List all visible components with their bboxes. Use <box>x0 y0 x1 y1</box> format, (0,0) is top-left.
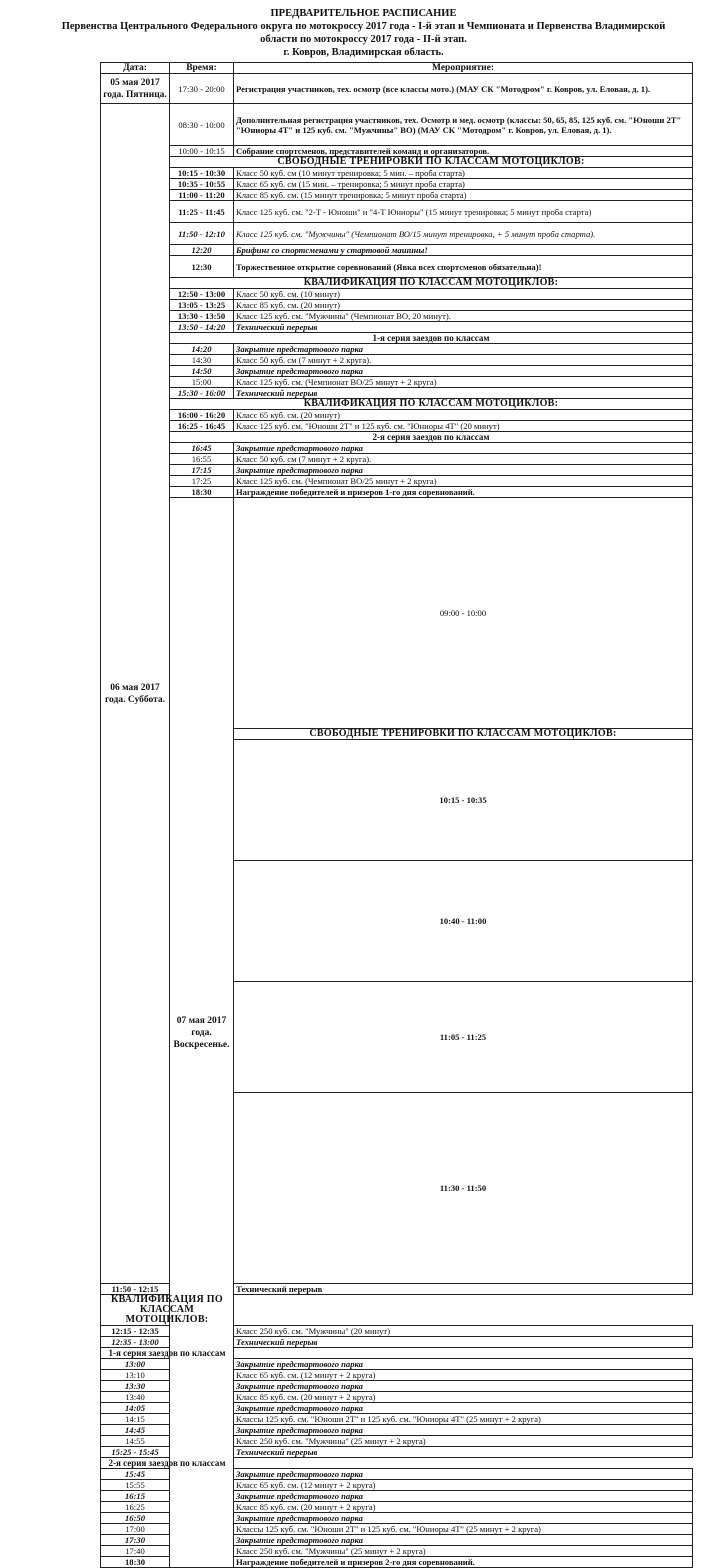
event-cell: Закрытие предстартового парка <box>234 443 693 454</box>
table-row <box>101 366 693 377</box>
event-cell: Класс 65 куб. см. (12 минут + 2 круга) <box>234 1370 693 1381</box>
time-cell: 11:50 - 12:10 <box>170 223 234 245</box>
event-cell: Закрытие предстартового парка <box>234 1513 693 1524</box>
time-cell: 17:00 <box>101 1524 170 1535</box>
time-cell: 09:00 - 10:00 <box>234 498 693 729</box>
event-cell: Класс 125 куб. см. (Чемпионат ВО/25 минут + 2 круга) <box>234 377 693 388</box>
time-cell: 16:45 <box>170 443 234 454</box>
document-location: г. Ковров, Владимирская область. <box>283 47 444 58</box>
section-title: СВОБОДНЫЕ ТРЕНИРОВКИ ПО КЛАССАМ МОТОЦИКЛОВ: <box>170 157 693 168</box>
time-cell: 17:25 <box>170 476 234 487</box>
date-cell: 07 мая 2017 года. Воскресенье. <box>170 498 234 1568</box>
event-cell: Класс 50 куб. см (7 минут + 2 круга). <box>234 454 693 465</box>
event-cell: Класс 50 куб. см (7 минут + 2 круга). <box>234 355 693 366</box>
time-cell: 15:55 <box>101 1480 170 1491</box>
table-row <box>101 454 693 465</box>
time-cell: 14:15 <box>101 1414 170 1425</box>
event-cell: Закрытие предстартового парка <box>234 465 693 476</box>
table-row <box>101 498 693 729</box>
time-cell: 12:20 <box>170 245 234 256</box>
time-cell: 12:50 - 13:00 <box>170 289 234 300</box>
table-row <box>101 223 693 245</box>
table-row <box>101 377 693 388</box>
time-cell: 17:15 <box>170 465 234 476</box>
event-cell: Технический перерыв <box>234 1447 693 1458</box>
heat-series-title: 2-я серия заездов по классам <box>101 1458 234 1469</box>
event-cell: Дополнительная регистрация участников, тех. Осмотр и мед. осмотр (классы: 50, 65, 85, 125 куб. см. "Юноши 2Т" "Юниоры 4Т" и 125 куб. см. "Мужчины" ВО) (МАУ СК "Мотодром" г. Ковров, ул. Еловая, д. 1). <box>234 104 693 146</box>
event-cell: Класс 85 куб. см. (20 минут + 2 круга) <box>234 1502 693 1513</box>
event-cell: Класс 85 куб. см. (20 минут) <box>234 300 693 311</box>
table-row <box>101 322 693 333</box>
table-row <box>101 487 693 498</box>
event-cell: Технический перерыв <box>234 388 693 399</box>
time-cell: 16:50 <box>101 1513 170 1524</box>
section-header-row <box>101 1295 693 1326</box>
time-cell: 08:30 - 10:00 <box>170 104 234 146</box>
event-cell: Класс 125 куб. см. "Мужчины" (Чемпионат ВО/15 минут тренировка, + 5 минут проба старта). <box>234 223 693 245</box>
time-cell: 18:30 <box>170 487 234 498</box>
time-cell: 10:35 - 10:55 <box>170 179 234 190</box>
table-row <box>101 190 693 201</box>
date-cell: 05 мая 2017 года. Пятница. <box>101 74 170 104</box>
table-row <box>101 344 693 355</box>
date-cell: 06 мая 2017 года. Суббота. <box>101 104 170 1284</box>
heat-series-title: 2-я серия заездов по классам <box>170 432 693 443</box>
time-cell: 13:30 <box>101 1381 170 1392</box>
table-row <box>101 443 693 454</box>
event-cell: Технический перерыв <box>234 1337 693 1348</box>
event-cell: Класс 50 куб. см. (10 минут) <box>234 289 693 300</box>
heat-series-row <box>101 432 693 443</box>
heat-series-row <box>101 1348 693 1359</box>
time-cell: 17:30 - 20:00 <box>170 74 234 104</box>
table-row <box>101 355 693 366</box>
event-cell: Класс 85 куб. см. (15 минут тренировка; 5 минут проба старта) <box>234 190 693 201</box>
event-cell: Закрытие предстартового парка <box>234 1359 693 1370</box>
event-cell: Закрытие предстартового парка <box>234 1469 693 1480</box>
table-row <box>101 201 693 223</box>
section-header-row <box>101 399 693 410</box>
event-cell: Класс 125 куб. см. "Мужчины" (Чемпионат ВО, 20 минут). <box>234 311 693 322</box>
event-cell: Закрытие предстартового парка <box>234 366 693 377</box>
document-subtitle: Первенства Центрального Федерального округа по мотокроссу 2017 года - I-й этап и Чемпионата и Первенства Владимирской области по мотокроссу 2017 года - II-й этап. <box>61 21 666 45</box>
table-row <box>101 146 693 157</box>
heat-series-title: 1-я серия заездов по классам <box>101 1348 234 1359</box>
time-cell: 14:45 <box>101 1425 170 1436</box>
section-title: СВОБОДНЫЕ ТРЕНИРОВКИ ПО КЛАССАМ МОТОЦИКЛОВ: <box>234 729 693 740</box>
event-cell: Класс 85 куб. см. (20 минут + 2 круга) <box>234 1392 693 1403</box>
time-cell: 17:30 <box>101 1535 170 1546</box>
time-cell: 11:30 - 11:50 <box>234 1093 693 1284</box>
table-header-row <box>101 63 693 74</box>
time-cell: 12:15 - 12:35 <box>101 1326 170 1337</box>
table-row <box>101 476 693 487</box>
event-cell: Технический перерыв <box>234 1284 693 1295</box>
event-cell: Закрытие предстартового парка <box>234 1535 693 1546</box>
table-row <box>101 410 693 421</box>
table-row <box>101 300 693 311</box>
event-cell: Закрытие предстартового парка <box>234 1491 693 1502</box>
heat-series-row <box>101 333 693 344</box>
column-header-event: Мероприятие: <box>234 63 693 74</box>
document-title: ПРЕДВАРИТЕЛЬНОЕ РАСПИСАНИЕ <box>270 8 457 19</box>
time-cell: 16:25 <box>101 1502 170 1513</box>
time-cell: 14:55 <box>101 1436 170 1447</box>
event-cell: Технический перерыв <box>234 322 693 333</box>
time-cell: 11:05 - 11:25 <box>234 982 693 1093</box>
event-cell: Класс 125 куб. см. "2-Т - Юноши" и "4-Т Юниоры" (15 минут тренировка; 5 минут проба старта) <box>234 201 693 223</box>
time-cell: 14:50 <box>170 366 234 377</box>
event-cell: Класс 65 куб. см. (20 минут) <box>234 410 693 421</box>
event-cell: Класс 250 куб. см. "Мужчины" (20 минут) <box>234 1326 693 1337</box>
heat-series-title: 1-я серия заездов по классам <box>170 333 693 344</box>
time-cell: 15:30 - 16:00 <box>170 388 234 399</box>
event-cell: Класс 125 куб. см. (Чемпионат ВО/25 минут + 2 круга) <box>234 476 693 487</box>
table-row <box>101 421 693 432</box>
time-cell: 13:10 <box>101 1370 170 1381</box>
event-cell: Торжественное открытие соревнований (Явка всех спортсменов обязательна)! <box>234 256 693 278</box>
time-cell: 14:05 <box>101 1403 170 1414</box>
event-cell: Классы 125 куб. см. "Юноши 2Т" и 125 куб. см. "Юниоры 4Т" (25 минут + 2 круга) <box>234 1524 693 1535</box>
column-header-date: Дата: <box>101 63 170 74</box>
time-cell: 16:25 - 16:45 <box>170 421 234 432</box>
table-row <box>101 465 693 476</box>
table-row <box>101 388 693 399</box>
section-header-row <box>101 157 693 168</box>
event-cell: Закрытие предстартового парка <box>234 1403 693 1414</box>
event-cell: Регистрация участников, тех. осмотр (все классы мото.) (МАУ СК "Мотодром" г. Ковров, ул. Еловая, д. 1). <box>234 74 693 104</box>
time-cell: 11:50 - 12:15 <box>101 1284 170 1295</box>
schedule-body <box>101 74 693 1568</box>
event-cell: Закрытие предстартового парка <box>234 1381 693 1392</box>
table-row <box>101 311 693 322</box>
event-cell: Собрание спортсменов, представителей команд и организаторов. <box>234 146 693 157</box>
table-row <box>101 179 693 190</box>
time-cell: 18:30 <box>101 1557 170 1568</box>
event-cell: Класс 125 куб. см. "Юноши 2Т" и 125 куб. см. "Юниоры 4Т" (20 минут) <box>234 421 693 432</box>
event-cell: Брифинг со спортсменами у стартовой машины! <box>234 245 693 256</box>
event-cell: Класс 65 куб. см (15 мин. – тренировка; 5 минут проба старта) <box>234 179 693 190</box>
event-cell: Закрытие предстартового парка <box>234 1425 693 1436</box>
table-row <box>101 289 693 300</box>
time-cell: 15:00 <box>170 377 234 388</box>
time-cell: 12:35 - 13:00 <box>101 1337 170 1348</box>
time-cell: 10:15 - 10:30 <box>170 168 234 179</box>
table-row <box>101 168 693 179</box>
time-cell: 13:50 - 14:20 <box>170 322 234 333</box>
time-cell: 10:40 - 11:00 <box>234 861 693 982</box>
table-row <box>101 245 693 256</box>
table-row <box>101 104 693 146</box>
time-cell: 17:40 <box>101 1546 170 1557</box>
time-cell: 13:00 <box>101 1359 170 1370</box>
time-cell: 14:30 <box>170 355 234 366</box>
table-row <box>101 256 693 278</box>
event-cell: Классы 125 куб. см. "Юноши 2Т" и 125 куб. см. "Юниоры 4Т" (25 минут + 2 круга) <box>234 1414 693 1425</box>
time-cell: 10:15 - 10:35 <box>234 740 693 861</box>
event-cell: Награждение победителей и призеров 2-го дня соревнований. <box>234 1557 693 1568</box>
time-cell: 11:00 - 11:20 <box>170 190 234 201</box>
time-cell: 14:20 <box>170 344 234 355</box>
time-cell: 11:25 - 11:45 <box>170 201 234 223</box>
event-cell: Класс 65 куб. см. (12 минут + 2 круга) <box>234 1480 693 1491</box>
table-row <box>101 74 693 104</box>
time-cell: 13:30 - 13:50 <box>170 311 234 322</box>
time-cell: 10:00 - 10:15 <box>170 146 234 157</box>
section-title: КВАЛИФИКАЦИЯ ПО КЛАССАМ МОТОЦИКЛОВ: <box>170 278 693 289</box>
time-cell: 15:45 <box>101 1469 170 1480</box>
section-header-row <box>101 278 693 289</box>
time-cell: 13:40 <box>101 1392 170 1403</box>
time-cell: 16:15 <box>101 1491 170 1502</box>
heat-series-row <box>101 1458 693 1469</box>
event-cell: Класс 250 куб. см. "Мужчины" (25 минут + 2 круга) <box>234 1546 693 1557</box>
event-cell: Класс 250 куб. см. "Мужчины" (25 минут + 2 круга) <box>234 1436 693 1447</box>
time-cell: 16:55 <box>170 454 234 465</box>
schedule-table <box>100 62 693 1568</box>
time-cell: 13:05 - 13:25 <box>170 300 234 311</box>
event-cell: Награждение победителей и призеров 1-го дня соревнований. <box>234 487 693 498</box>
event-cell: Класс 50 куб. см (10 минут тренировка; 5 мин. – проба старта) <box>234 168 693 179</box>
section-title: КВАЛИФИКАЦИЯ ПО КЛАССАМ МОТОЦИКЛОВ: <box>170 399 693 410</box>
time-cell: 15:25 - 15:45 <box>101 1447 170 1458</box>
time-cell: 16:00 - 16:20 <box>170 410 234 421</box>
column-header-time: Время: <box>170 63 234 74</box>
time-cell: 12:30 <box>170 256 234 278</box>
event-cell: Закрытие предстартового парка <box>234 344 693 355</box>
section-title: КВАЛИФИКАЦИЯ ПО КЛАССАМ МОТОЦИКЛОВ: <box>101 1295 234 1326</box>
